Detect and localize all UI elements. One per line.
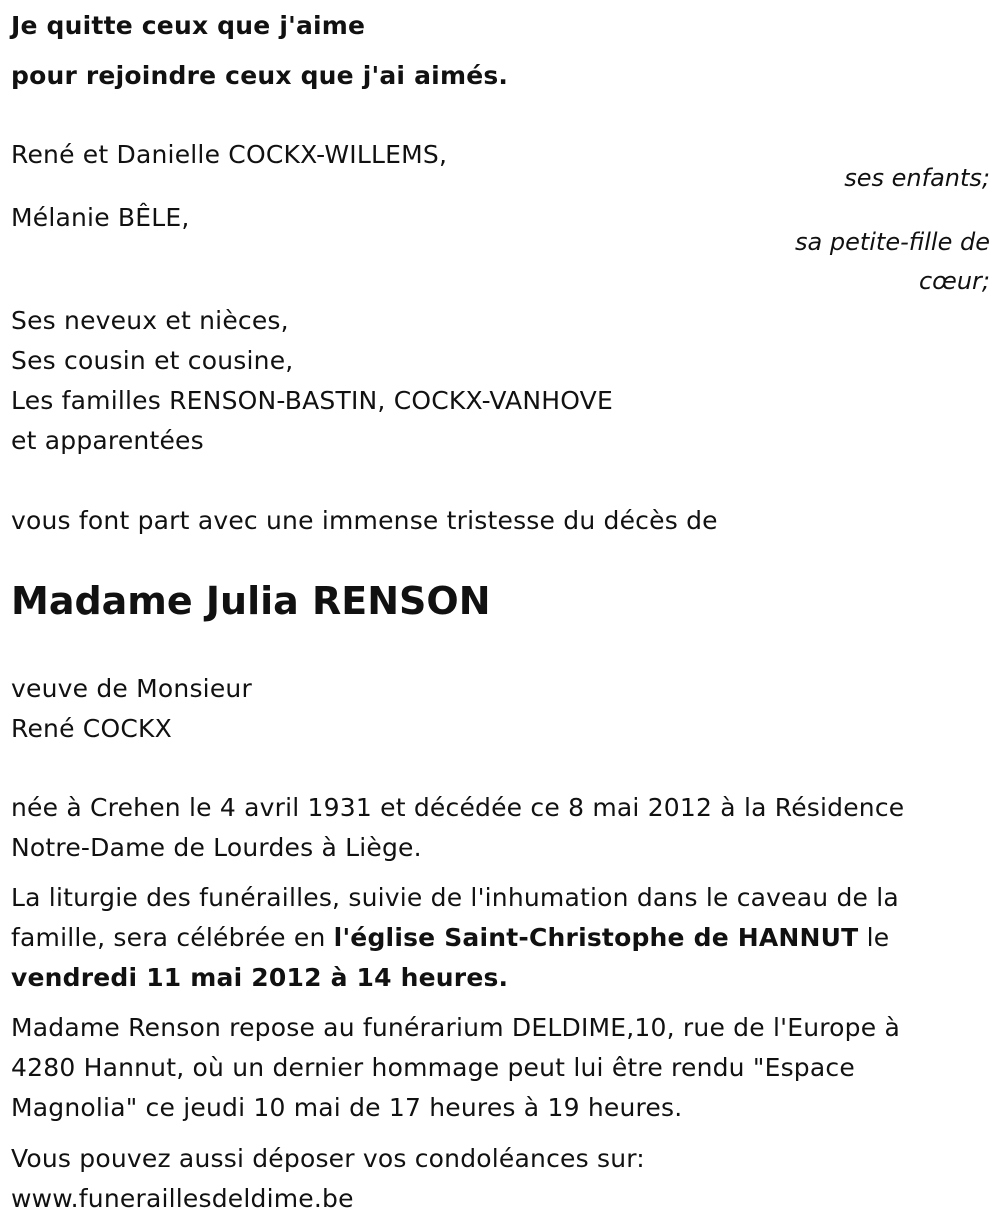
funeral-paragraph [11,878,971,998]
repose-paragraph: Madame Renson repose au funérarium DELDIME,10, rue de l'Europe à 4280 Hannut, où un dernier hommage peut lui être rendu "Espace Magnolia" ce jeudi 10 mai de 17 heures à 19 heures. [11,1013,900,1122]
family-line-families: Les familles RENSON-BASTIN, COCKX-VANHOVE [11,386,613,415]
family-line-nephews: Ses neveux et nièces, [11,306,289,335]
funeral-text-b: le [858,923,890,952]
funeral-church: l'église Saint-Christophe de HANNUT [333,923,859,952]
funeral-datetime: vendredi 11 mai 2012 à 14 heures. [11,963,509,992]
condolences-label: Vous pouvez aussi déposer vos condoléances sur: [11,1144,645,1173]
family-line-relatives: et apparentées [11,426,204,455]
granddaughter-role-line-1: sa petite-fille de [795,228,990,256]
funeral-text-a: La liturgie des funérailles, suivie de l'inhumation dans le caveau de la famille, sera célébrée en [11,883,899,952]
family-line-cousins: Ses cousin et cousine, [11,346,294,375]
birth-death-line-1: née à Crehen le 4 avril 1931 et décédée ce 8 mai 2012 à la Résidence [11,793,905,822]
children-name: René et Danielle COCKX-WILLEMS, [11,140,448,169]
deceased-name: Madame Julia RENSON [11,579,491,623]
condolences-website: www.funeraillesdeldime.be [11,1184,354,1213]
announcement: vous font part avec une immense tristesse du décès de [11,506,718,535]
children-role: ses enfants; [844,164,990,192]
widow-line-1: veuve de Monsieur [11,674,252,703]
widow-line-2: René COCKX [11,714,172,743]
birth-death-line-2: Notre-Dame de Lourdes à Liège. [11,833,422,862]
heading-line-2: pour rejoindre ceux que j'ai aimés. [11,61,509,90]
heading-line-1: Je quitte ceux que j'aime [11,11,366,40]
granddaughter-name: Mélanie BÊLE, [11,203,190,232]
granddaughter-role-line-2: cœur; [918,267,990,295]
